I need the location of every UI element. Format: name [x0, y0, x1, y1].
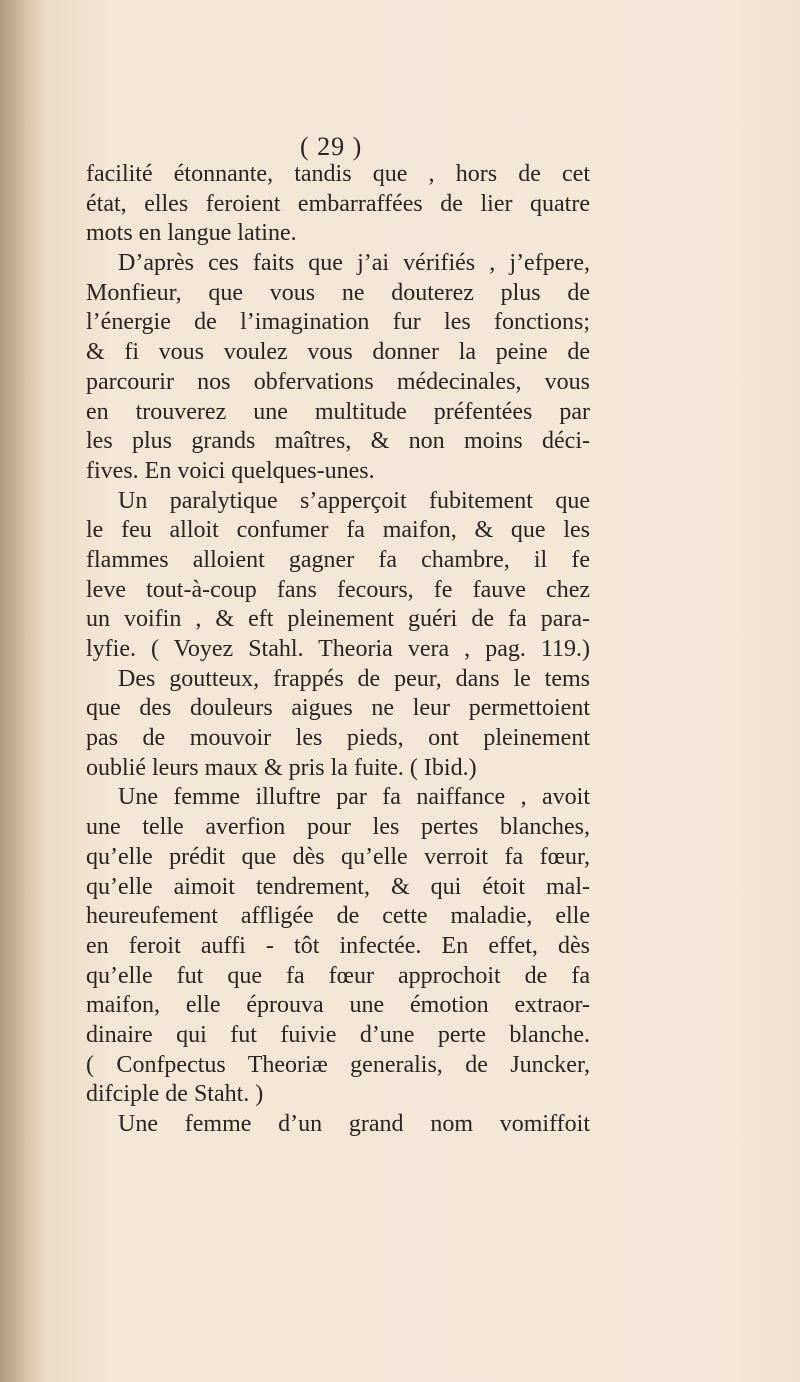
text-line: D’après ces faits que j’ai vérifiés , j’efpere,	[118, 250, 590, 277]
text-line: leve tout-à-coup fans fecours, fe fauve chez	[86, 576, 590, 603]
text-line: facilité étonnante, tandis que , hors de cet	[86, 161, 590, 187]
text-line: dinaire qui fut fuivie d’une perte blanche.	[86, 1021, 590, 1048]
text-line: l’énergie de l’imagination fur les fonctions;	[86, 309, 590, 336]
text-line: un voifin , & eft pleinement guéri de fa para-	[86, 606, 590, 633]
page-gutter-shadow	[0, 0, 46, 1382]
text-line: heureufement affligée de cette maladie, elle	[86, 903, 590, 930]
text-line: Des goutteux, frappés de peur, dans le tems	[118, 665, 590, 692]
text-line: difciple de Staht. )	[86, 1081, 264, 1108]
text-line: Monfieur, que vous ne douterez plus de	[86, 279, 590, 306]
text-line: parcourir nos obfervations médecinales, vous	[86, 368, 590, 395]
page-number: ( 29 )	[300, 132, 363, 161]
text-line: que des douleurs aigues ne leur permettoient	[86, 695, 590, 722]
text-line: Une femme d’un grand nom vomiffoit	[118, 1111, 590, 1137]
text-line: qu’elle aimoit tendrement, & qui étoit mal-	[86, 873, 590, 900]
text-line: mots en langue latine.	[86, 220, 297, 247]
text-line: Une femme illuftre par fa naiffance , avoit	[118, 784, 590, 811]
text-line: en trouverez une multitude préfentées par	[86, 398, 590, 425]
text-line: fives. En voici quelques-unes.	[86, 457, 375, 484]
text-line: & fi vous voulez vous donner la peine de	[86, 339, 590, 366]
text-line: le feu alloit confumer fa maifon, & que les	[86, 517, 590, 544]
text-line: pas de mouvoir les pieds, ont pleinement	[86, 725, 590, 752]
text-line: oublié leurs maux & pris la fuite. ( Ibid.)	[86, 754, 477, 781]
text-line: qu’elle prédit que dès qu’elle verroit fa fœur,	[86, 843, 590, 870]
text-line: maifon, elle éprouva une émotion extraor-	[86, 992, 590, 1019]
text-line: qu’elle fut que fa fœur approchoit de fa	[86, 962, 590, 989]
text-line: ( Confpectus Theoriæ generalis, de Juncker,	[86, 1051, 590, 1078]
text-line: une telle averfion pour les pertes blanches,	[86, 814, 590, 841]
text-line: lyfie. ( Voyez Stahl. Theoria vera , pag. 119.)	[86, 636, 590, 662]
text-line: Un paralytique s’apperçoit fubitement que	[118, 487, 590, 514]
text-line: flammes alloient gagner fa chambre, il fe	[86, 546, 590, 573]
text-line: en feroit auffi - tôt infectée. En effet, dès	[86, 932, 590, 959]
body-text	[86, 160, 590, 1140]
text-line: état, elles feroient embarraffées de lier quatre	[86, 190, 590, 217]
text-line: les plus grands maîtres, & non moins déci-	[86, 428, 590, 455]
